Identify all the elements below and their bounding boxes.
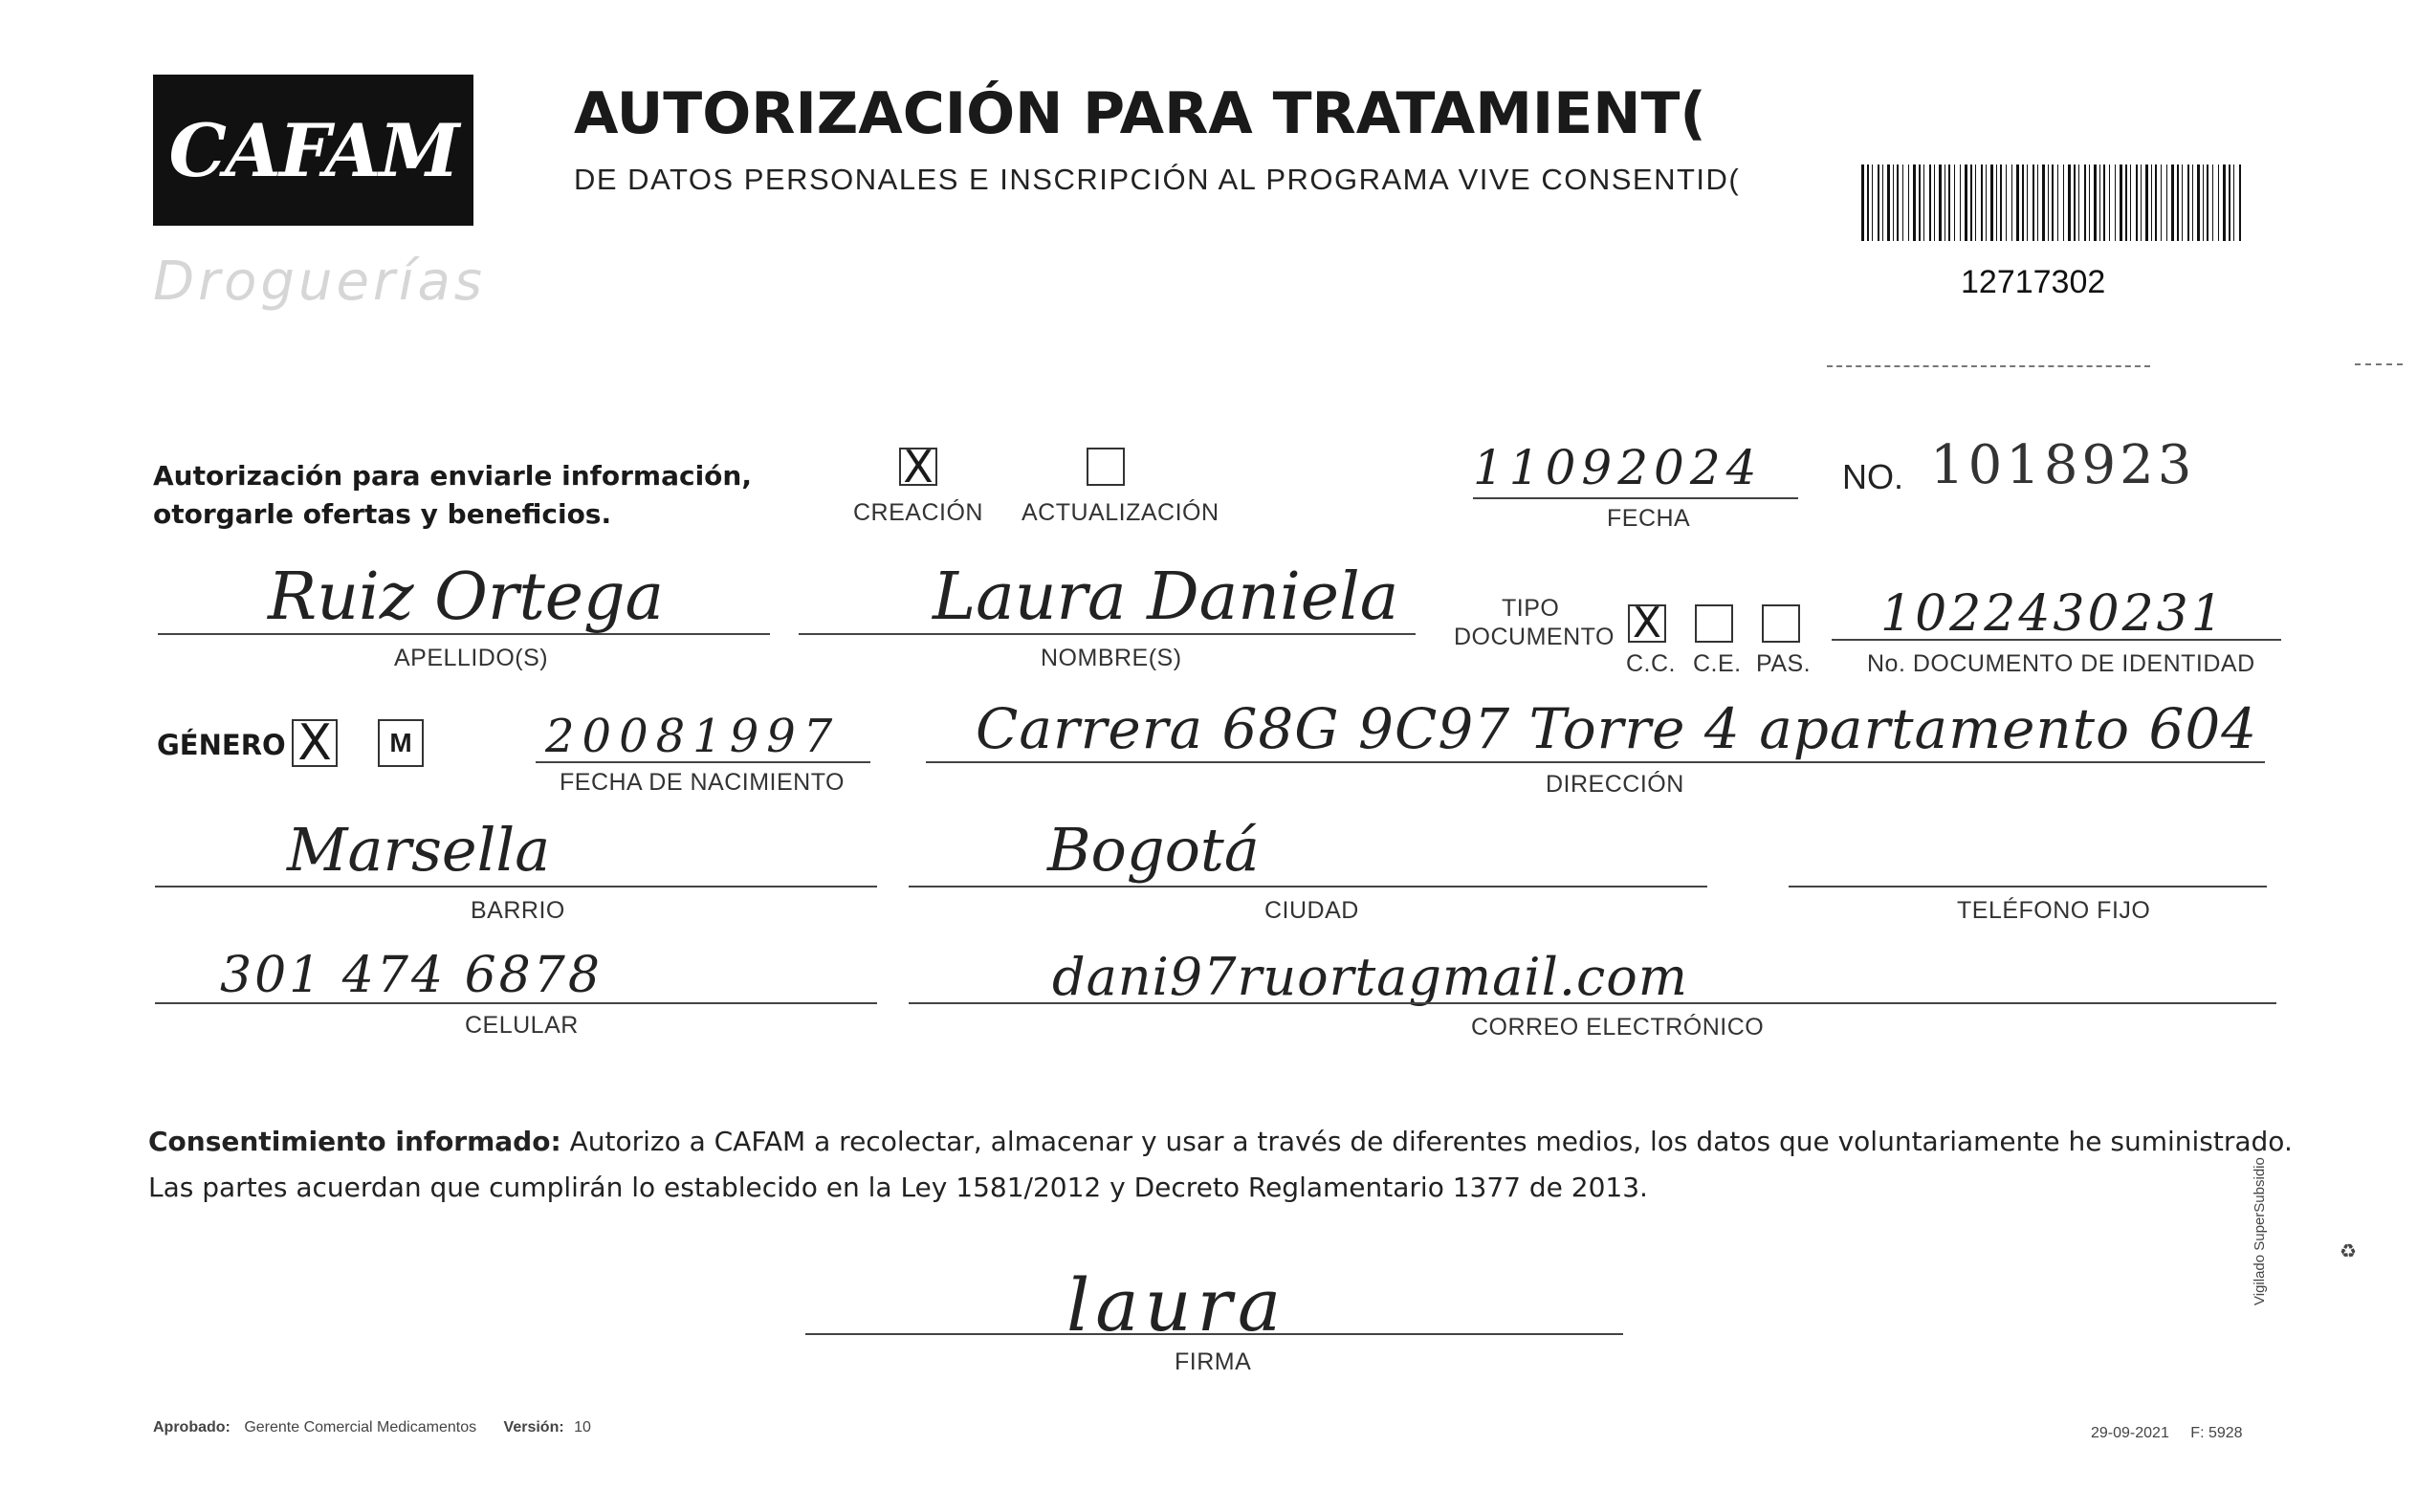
barcode-bar (2233, 164, 2234, 241)
nombres-line (799, 633, 1416, 635)
footer-date (2091, 1425, 2243, 1442)
auth-text (153, 457, 752, 534)
consent-line1-text: Autorizo a CAFAM a recolectar, almacenar y usar a través de diferentes medios, los datos que voluntariamente he suministrado. (569, 1126, 2293, 1157)
celular-line (155, 1002, 877, 1004)
barcode-bar (2197, 164, 2200, 241)
barcode-bar (1996, 164, 1997, 241)
barcode-bar (2094, 164, 2097, 241)
barcode-bar (1939, 164, 1942, 241)
auth-text-line2: otorgarle ofertas y beneficios. (153, 498, 612, 530)
barcode-bar (1970, 164, 1972, 241)
direccion-line (926, 761, 2265, 763)
consent-line2: Las partes acuerdan que cumplirán lo establecido en la Ley 1581/2012 y Decreto Reglamentario 1377 de 2013. (148, 1172, 1648, 1203)
barcode-bar (2182, 164, 2183, 241)
ciudad-value: Bogotá (1047, 815, 1260, 885)
barcode-bar (1960, 164, 1961, 241)
barcode-bar (2203, 164, 2204, 241)
barcode-bar (2161, 164, 2162, 241)
barcode-bar (1893, 164, 1894, 241)
actualizacion-label: ACTUALIZACIÓN (1022, 499, 1219, 526)
ciudad-line (909, 886, 1707, 887)
barrio-label: BARRIO (471, 897, 565, 924)
actualizacion-checkbox[interactable] (1087, 448, 1125, 486)
tipo-label-2: DOCUMENTO (1454, 624, 1615, 650)
barcode-bar (1990, 164, 1993, 241)
header-divider (1827, 365, 2150, 367)
barcode-bar (2042, 164, 2045, 241)
barcode-bar (2187, 164, 2189, 241)
barcode-bar (1882, 164, 1883, 241)
barcode-bar (1872, 164, 1873, 241)
barcode-bar (2000, 164, 2002, 241)
genero-f-checkbox[interactable] (292, 714, 338, 772)
barcode-bar (2177, 164, 2179, 241)
barcode-bar (1902, 164, 1903, 241)
barcode-bar (2109, 164, 2110, 241)
aprobado-value: Gerente Comercial Medicamentos (244, 1419, 477, 1435)
barcode-bar (1923, 164, 1924, 241)
genero-m-label: M (389, 728, 412, 757)
barcode-bar (2074, 164, 2076, 241)
barcode-bar (2218, 164, 2219, 241)
barcode-bar (2027, 164, 2028, 241)
signature-value: laura (1066, 1262, 1287, 1348)
barcode-bar (1986, 164, 1987, 241)
barcode-bar (2032, 164, 2034, 241)
barcode-bar (1919, 164, 1921, 241)
barcode-bar (1913, 164, 1916, 241)
consent-bold: Consentimiento informado: (148, 1126, 561, 1157)
fecha-value: 11092024 (1473, 440, 1763, 495)
ciudad-label: CIUDAD (1264, 897, 1359, 924)
documento-label: No. DOCUMENTO DE IDENTIDAD (1867, 650, 2255, 677)
documento-value: 1022430231 (1880, 585, 2226, 643)
barcode-bar (2022, 164, 2024, 241)
barcode-bar (1878, 164, 1879, 241)
barcode-bar (2011, 164, 2012, 241)
celular-label: CELULAR (465, 1012, 579, 1039)
genero-m-checkbox[interactable] (378, 719, 424, 767)
pas-label: PAS. (1756, 650, 1812, 677)
consent-line1 (148, 1119, 2293, 1165)
footer-date-value: 29-09-2021 (2091, 1425, 2169, 1441)
genero-f-mark: X (297, 714, 332, 772)
barcode-bar (1867, 164, 1869, 241)
no-value: 1018923 (1930, 434, 2196, 496)
barrio-line (155, 886, 877, 887)
creacion-label: CREACIÓN (853, 499, 983, 526)
barcode-bar (1861, 164, 1864, 241)
barcode-bar (2084, 164, 2086, 241)
edge-mark (2355, 363, 2403, 365)
barcode-bar (1929, 164, 1931, 241)
fecha-label: FECHA (1607, 505, 1691, 532)
barcode-bar (2125, 164, 2127, 241)
auth-text-line1: Autorización para enviarle información, (153, 460, 752, 492)
barcode-bar (2145, 164, 2148, 241)
barcode-bar (2016, 164, 2019, 241)
side-text: Vigilado SuperSubsidio (2252, 1157, 2268, 1305)
correo-value: dani97ruortagmail.com (1052, 947, 1688, 1007)
barcode-bar (2130, 164, 2131, 241)
nacimiento-line (536, 761, 870, 763)
direccion-value: Carrera 68G 9C97 Torre 4 apartamento 604 (976, 696, 2258, 761)
barcode-bar (2048, 164, 2049, 241)
page-subtitle: DE DATOS PERSONALES E INSCRIPCIÓN AL PROGRAMA VIVE CONSENTID( (574, 163, 1741, 196)
cc-label: C.C. (1626, 650, 1676, 677)
nombres-value: Laura Daniela (933, 559, 1399, 635)
barcode-bar (1975, 164, 1976, 241)
barcode-bar (2099, 164, 2100, 241)
barcode-bar (1965, 164, 1967, 241)
signature-line[interactable] (805, 1333, 1623, 1335)
logo-text: CAFAM (168, 107, 458, 193)
barcode-bar (2239, 164, 2241, 241)
recycle-icon: ♻ (2340, 1241, 2357, 1262)
fecha-line (1473, 497, 1798, 499)
barcode-bar (2151, 164, 2152, 241)
barcode-bar (1981, 164, 1983, 241)
cc-mark: X (1632, 599, 1662, 647)
footer-approval (153, 1419, 591, 1436)
barcode-bar (1908, 164, 1909, 241)
ce-label: C.E. (1693, 650, 1742, 677)
telefono-label: TELÉFONO FIJO (1957, 897, 2151, 924)
version-label: Versión: (503, 1419, 564, 1435)
nombres-label: NOMBRE(S) (1041, 645, 1182, 671)
barcode-bar (1934, 164, 1935, 241)
barcode-bar (2006, 164, 2007, 241)
barcode-bar (1897, 164, 1899, 241)
barcode-bar (1887, 164, 1890, 241)
tipo-label-1: TIPO (1502, 595, 1560, 622)
barcode-bar (2037, 164, 2038, 241)
version-value: 10 (574, 1419, 591, 1435)
barcode-bar (2212, 164, 2213, 241)
celular-value: 301 474 6878 (220, 947, 603, 1004)
barcode-bar (2078, 164, 2079, 241)
barcode-bar (2192, 164, 2193, 241)
barcode-bar (2207, 164, 2208, 241)
correo-line (909, 1002, 2276, 1004)
correo-label: CORREO ELECTRÓNICO (1471, 1014, 1765, 1041)
aprobado-label: Aprobado: (153, 1419, 231, 1435)
barcode-bar (2171, 164, 2174, 241)
barcode-number: 12717302 (1961, 264, 2106, 300)
genero-label: GÉNERO (157, 729, 286, 761)
telefono-line[interactable] (1789, 886, 2267, 887)
no-label: NO. (1842, 457, 1904, 496)
barcode-bar (2120, 164, 2122, 241)
signature-label: FIRMA (1175, 1348, 1252, 1375)
barcode-bar (2052, 164, 2054, 241)
direccion-label: DIRECCIÓN (1546, 771, 1684, 798)
logo-subtitle: Droguerías (153, 251, 486, 313)
barcode-bar (2229, 164, 2230, 241)
barcode-bar (2136, 164, 2138, 241)
barcode-bar (1948, 164, 1950, 241)
barcode-bar (2057, 164, 2058, 241)
barcode-bar (2089, 164, 2090, 241)
barcode-bar (2166, 164, 2167, 241)
barcode-bar (2223, 164, 2226, 241)
cafam-logo (153, 75, 473, 226)
consent-text (148, 1119, 2293, 1211)
ce-checkbox[interactable] (1695, 604, 1733, 643)
barcode-bar (2068, 164, 2071, 241)
apellidos-value: Ruiz Ortega (268, 559, 665, 635)
barcode-bar (2063, 164, 2064, 241)
apellidos-label: APELLIDO(S) (394, 645, 549, 671)
page-title: AUTORIZACIÓN PARA TRATAMIENT( (574, 80, 1706, 147)
creacion-mark: X (903, 441, 934, 493)
footer-code: F: 5928 (2190, 1425, 2243, 1441)
barcode (1861, 164, 2250, 241)
apellidos-line (158, 633, 770, 635)
barcode-bar (2115, 164, 2116, 241)
barrio-value: Marsella (287, 815, 551, 885)
barcode-bar (2155, 164, 2157, 241)
documento-line (1832, 639, 2281, 641)
creacion-checkbox[interactable] (899, 441, 937, 493)
nacimiento-label: FECHA DE NACIMIENTO (560, 769, 845, 796)
barcode-bar (2141, 164, 2142, 241)
nacimiento-value: 20081997 (545, 710, 841, 763)
barcode-bar (1954, 164, 1955, 241)
pas-checkbox[interactable] (1762, 604, 1800, 643)
cc-checkbox[interactable] (1628, 599, 1666, 647)
barcode-bar (2103, 164, 2105, 241)
